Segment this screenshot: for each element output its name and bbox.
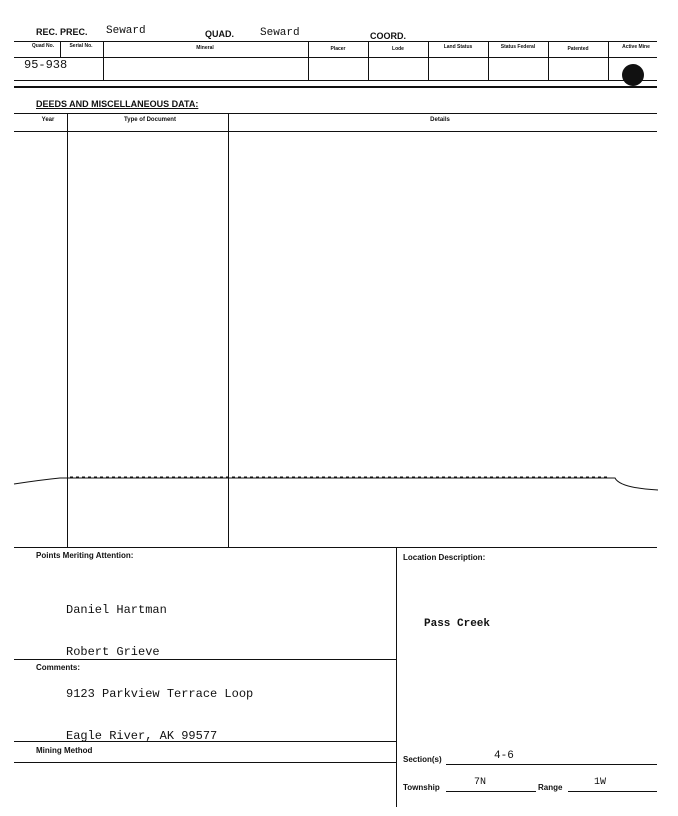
range-label: Range bbox=[538, 783, 563, 792]
col-quad-no: Quad No. bbox=[31, 43, 55, 49]
active-mine-filled-circle bbox=[622, 64, 644, 86]
col-details: Details bbox=[430, 117, 450, 123]
summary-double-rule bbox=[14, 86, 657, 88]
address-line: 9123 Parkview Terrace Loop bbox=[66, 687, 254, 701]
mining-method-label: Mining Method bbox=[36, 746, 93, 755]
columns-rule bbox=[14, 57, 657, 58]
col-patented: Patented bbox=[567, 46, 589, 52]
range-value: 1W bbox=[594, 777, 607, 788]
rec-prec-label: REC. PREC. bbox=[36, 27, 88, 37]
col-land-status: Land Status bbox=[443, 44, 473, 50]
col-status-federal: Status Federal bbox=[500, 44, 536, 50]
summary-bottom-rule bbox=[14, 80, 657, 81]
address-line: Eagle River, AK 99577 bbox=[66, 729, 218, 743]
deeds-section-title: DEEDS AND MISCELLANEOUS DATA: bbox=[36, 99, 199, 109]
header-rule bbox=[14, 41, 657, 42]
address-line: Daniel Hartman bbox=[66, 603, 167, 617]
points-meriting-attention-label: Points Meriting Attention: bbox=[36, 551, 134, 560]
page-seam bbox=[0, 470, 678, 500]
col-year: Year bbox=[41, 117, 55, 123]
col-serial-no: Serial No. bbox=[69, 43, 93, 49]
col-placer: Placer bbox=[330, 46, 346, 52]
location-description-value: Pass Creek bbox=[424, 618, 491, 630]
sections-label: Section(s) bbox=[403, 755, 442, 764]
sections-value: 4-6 bbox=[494, 750, 514, 762]
location-description-label: Location Description: bbox=[403, 553, 486, 562]
col-lode: Lode bbox=[392, 46, 404, 52]
points-meriting-attention-text bbox=[66, 575, 253, 757]
rec-prec-value: Seward bbox=[106, 25, 146, 37]
col-mineral: Mineral bbox=[196, 45, 214, 51]
township-value: 7N bbox=[474, 777, 487, 788]
comments-label: Comments: bbox=[36, 663, 81, 672]
col-type-of-document: Type of Document bbox=[124, 117, 176, 123]
quad-label: QUAD. bbox=[205, 29, 234, 39]
col-active-mine: Active Mine bbox=[622, 44, 650, 50]
township-label: Township bbox=[403, 783, 440, 792]
address-line: Robert Grieve bbox=[66, 645, 160, 659]
quad-serial-value: 95-938 bbox=[24, 58, 68, 72]
quad-value: Seward bbox=[260, 27, 300, 39]
coord-label: COORD. bbox=[370, 31, 406, 41]
